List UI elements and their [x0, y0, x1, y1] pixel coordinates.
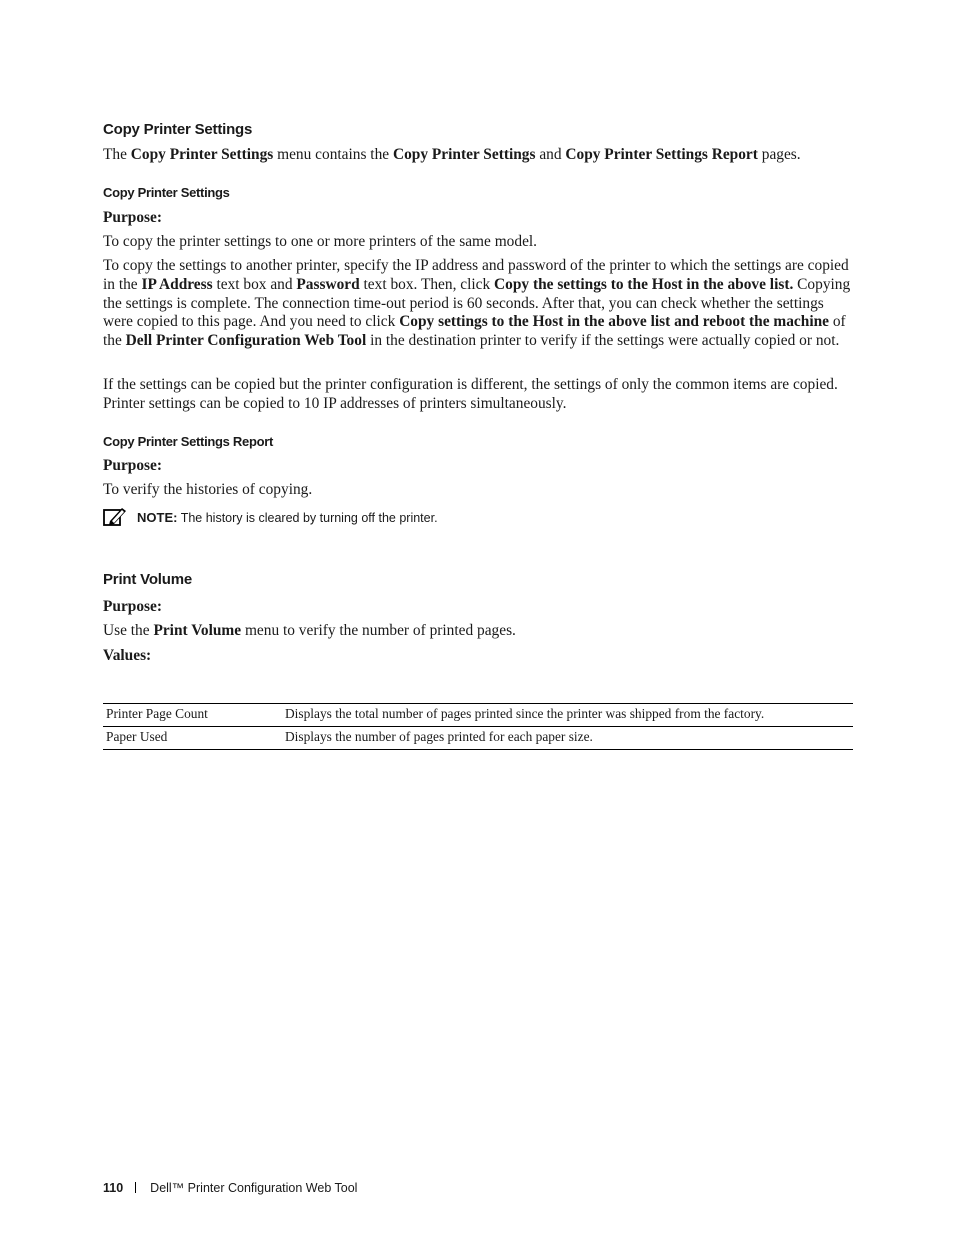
table-cell-name: Printer Page Count — [103, 704, 282, 727]
note-pencil-icon — [103, 507, 127, 527]
section-heading-print-volume: Print Volume — [103, 571, 192, 588]
purpose-label: Purpose: — [103, 457, 162, 474]
footer-divider — [135, 1182, 136, 1193]
paragraph: To copy the printer settings to one or more printers of the same model. — [103, 233, 538, 250]
table-row — [103, 704, 853, 727]
intro-paragraph: The Copy Printer Settings menu contains the Copy Printer Settings and Copy Printer Settings Report pages. — [103, 146, 801, 163]
paragraph: If the settings can be copied but the printer configuration is different, the settings of only the common items are copied. Printer settings can be copied to 10 IP addresses of printers simultaneously. — [103, 376, 838, 412]
values-table — [103, 703, 853, 750]
paragraph: To verify the histories of copying. — [103, 481, 313, 498]
page-number: 110 — [103, 1181, 124, 1195]
subheading-copy-printer-settings-report: Copy Printer Settings Report — [103, 434, 274, 449]
purpose-label: Purpose: — [103, 209, 162, 226]
table-cell-name: Paper Used — [103, 727, 282, 750]
note-label: NOTE: — [137, 510, 178, 525]
table-row — [103, 727, 853, 750]
purpose-label: Purpose: — [103, 598, 162, 615]
paragraph: To copy the settings to another printer, specify the IP address and password of the printer to which the settings are copied in the IP Address text box and Password text box. Then, click Copy the settings to the Host in the above list. Copying the settings is complete. The connection time-out period is 60 seconds. After that, you can check whether the settings were copied to this page. And you need to click Copy settings to the Host in the above list and reboot the machine of the Dell Printer Configuration Web Tool in the destination printer to verify if the settings were actually copied or not. — [103, 257, 851, 350]
subheading-copy-printer-settings: Copy Printer Settings — [103, 185, 230, 200]
note-text: The history is cleared by turning off the printer. — [177, 511, 438, 525]
footer-title: Dell™ Printer Configuration Web Tool — [150, 1181, 358, 1195]
paragraph: Use the Print Volume menu to verify the number of printed pages. — [103, 622, 516, 639]
table-cell-description: Displays the number of pages printed for each paper size. — [282, 727, 853, 750]
note-box — [103, 507, 853, 529]
table-cell-description: Displays the total number of pages printed since the printer was shipped from the factory. — [282, 704, 853, 727]
section-heading-copy-printer-settings: Copy Printer Settings — [103, 121, 253, 138]
page-footer — [103, 1181, 357, 1195]
values-label: Values: — [103, 647, 152, 664]
